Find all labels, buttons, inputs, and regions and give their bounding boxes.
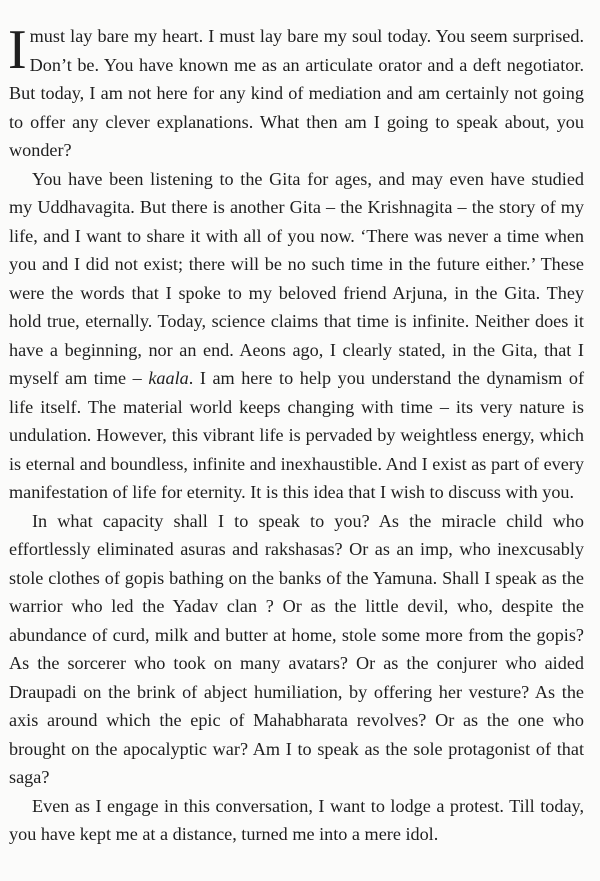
paragraph-2-text-b: . I am here to help you understand the dynamism of life itself. The material world keeps changing with time – its very nature is undulation. However, this vibrant life is pervaded by weightless energy, which is eternal and boundless, infinite and inexhaustible. And I exist as part of every manifestation of life for eternity. It is this idea that I wish to discuss with you. — [9, 368, 585, 502]
paragraph-3: In what capacity shall I to speak to you? As the miracle child who effortlessly eliminated asuras and rakshasas? Or as an imp, who inexcusably stole clothes of gopis bathing on the banks of the Yamuna. Shall I speak as the warrior who led the Yadav clan ? Or as the little devil, who, despite the abundance of curd, milk and butter at home, stole some more from the gopis? As the sorcerer who took on many avatars? Or as the conjurer who aided Draupadi on the brink of abject humiliation, by offering her vesture? As the axis around which the epic of Mahabharata revolves? Or as the one who brought on the apocalyptic war? Am I to speak as the sole protagonist of that saga? — [9, 510, 584, 787]
paragraph-2-italic-term: kaala — [148, 368, 189, 388]
paragraph-1 — [8, 19, 584, 165]
paragraph-2-text-a: You have been listening to the Gita for ages, and may even have studied my Uddhavagita. But there is another Gita – the Krishnagita – the story of my life, and I want to share it with all of you now. ‘There was never a time when you and I did not exist; there will be no such time in the future either.’ These were the words that I spoke to my beloved friend Arjuna, in the Gita. They hold true, eternally. Today, science claims that time is infinite. Neither does it have a beginning, nor an end. Aeons ago, I clearly stated, in the Gita, that I myself am time – — [9, 168, 584, 388]
paragraph-1-text: must lay bare my heart. I must lay bare my soul today. You seem surprised. Don’t be. You have known me as an articulate orator and a deft negotiator. But today, I am not here for any kind of mediation and am certainly not going to offer any clever explanations. What then am I going to speak about, you wonder? — [9, 26, 584, 160]
paragraph-2 — [9, 165, 584, 507]
paragraph-4: Even as I engage in this conversation, I want to lodge a protest. Till today, you have kept me at a distance, turned me into a mere idol. — [9, 795, 584, 844]
drop-cap: I — [8, 19, 27, 81]
